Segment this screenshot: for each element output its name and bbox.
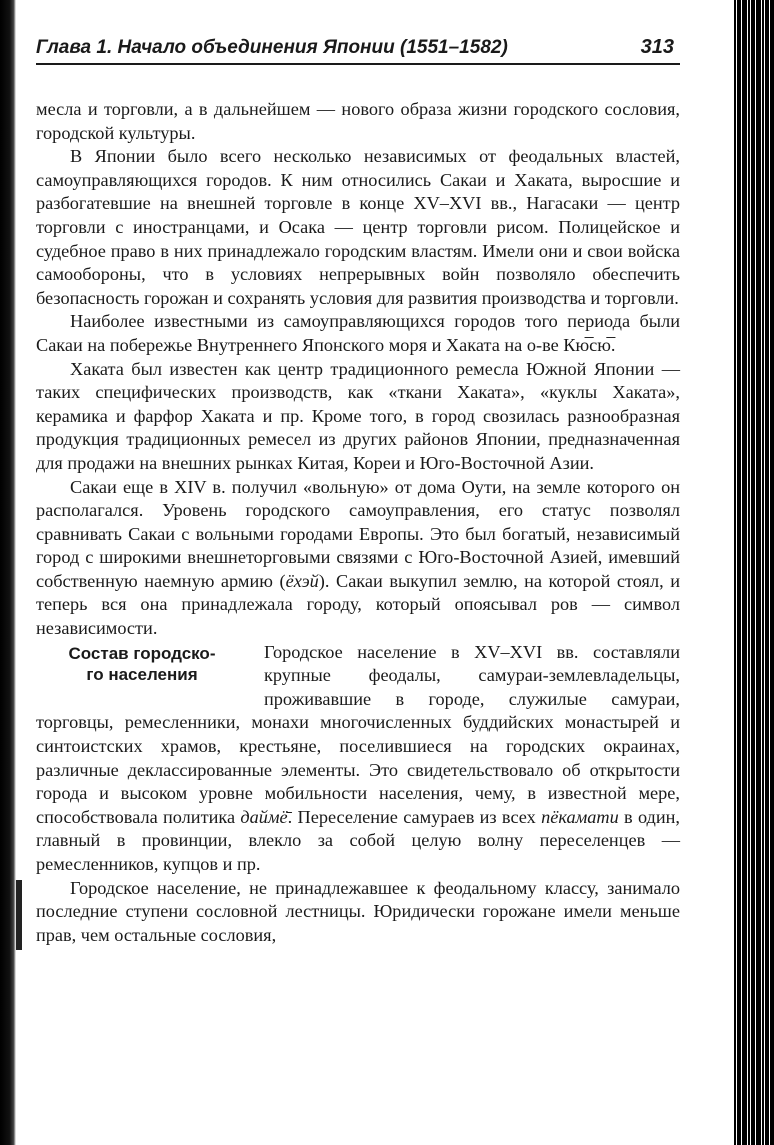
scan-right-edge bbox=[734, 0, 774, 1145]
paragraph-townspeople: Городское население, не принадлежавшее к феодальному классу, занимало последние ступени сословной лестницы. Юридически горожане имели меньше прав, чем остальные сословия, bbox=[36, 877, 680, 945]
page-body bbox=[36, 98, 680, 947]
paragraph-independent-cities: В Японии было всего несколько независимых от феодальных властей, самоуправляющихся городов. К ним относились Сакаи и Хаката, выросшие и разбогатевшие на внешней торговле в конце XV–XVI вв., Нагасаки — центр торговли с иностранцами, и Осака — центр торговли рисом. Полицейское и судебное право в них принадлежало городским властям. Имели они и свои войска самообороны, что в условиях непрерывных войн позволяло обеспечить безопасность горожан и сохранять условия для развития производства и торговли. bbox=[36, 146, 680, 308]
page-number: 313 bbox=[640, 36, 674, 58]
paragraph-continued: месла и торговли, а в дальнейшем — нового образа жизни городского сословия, городской культуры. bbox=[36, 99, 680, 143]
side-heading-line-2: го населения bbox=[86, 664, 198, 684]
side-heading-line-1: Состав городско- bbox=[68, 643, 216, 663]
scan-left-mark bbox=[16, 880, 22, 950]
population-term-daimyo: даймё̄ bbox=[240, 806, 288, 827]
book-page bbox=[36, 36, 680, 947]
paragraph-hakata: Хаката был известен как центр традиционного ремесла Южной Японии — таких специфических производств, как «ткани Хаката», «куклы Хаката», керамика и фарфор Хаката и пр. Кроме того, в город свозилась разнообразная продукция традиционных ремесел из других районов Японии, предназначенная для продажи на внешних рынках Китая, Кореи и Юго-Восточной Азии. bbox=[36, 358, 680, 473]
population-text-1: Городское население в XV–XVI вв. составляли крупные феодалы, самураи-землевладельцы, проживавшие в городе, служилые самураи, торговцы, ремесленники, монахи многочисленных буддийских монастырей и синтоистских храмов, крестьяне, поселившиеся на городских окраинах, различные деклассированные элементы. Это свидетельствовало об открытости города и высоком уровне мобильности населения, чему, в известной мере, способствовала политика bbox=[36, 641, 680, 827]
paragraph-famous-cities: Наиболее известными из самоуправляющихся городов того периода были Сакаи на побережье Внутреннего Японского моря и Хаката на о-ве Кю̅сю̅. bbox=[36, 311, 680, 355]
population-text-2: . Переселение самураев из всех bbox=[287, 806, 542, 827]
chapter-title: Глава 1. Начало объединения Японии (1551–1582) bbox=[36, 37, 508, 58]
side-heading bbox=[36, 643, 248, 685]
running-header bbox=[36, 36, 680, 65]
population-text-3: в один, главный в провинции, влекло за собой целую волну переселенцев — ремесленников, купцов и пр. bbox=[36, 806, 680, 874]
scan-left-edge bbox=[0, 0, 16, 1145]
sakai-text-2: ). Сакаи выкупил землю, на которой стоял, и теперь вся она принадлежала городу, который опоясывал ров — символ независимости. bbox=[36, 570, 680, 639]
population-term-jokamachi: пёкамати bbox=[541, 806, 619, 827]
sakai-text-1: Сакаи еще в XIV в. получил «вольную» от дома Оути, на земле которого он располагался. Уровень городского самоуправления, его статус позволял сравнивать Сакаи с вольными городами Европы. Это был богатый, независимый город с широкими внешнеторговыми связями с Юго-Восточной Азией, имевший собственную наемную армию ( bbox=[36, 476, 680, 591]
sakai-term-yohei: ёхэй bbox=[285, 570, 319, 591]
paragraph-sakai bbox=[36, 476, 680, 641]
